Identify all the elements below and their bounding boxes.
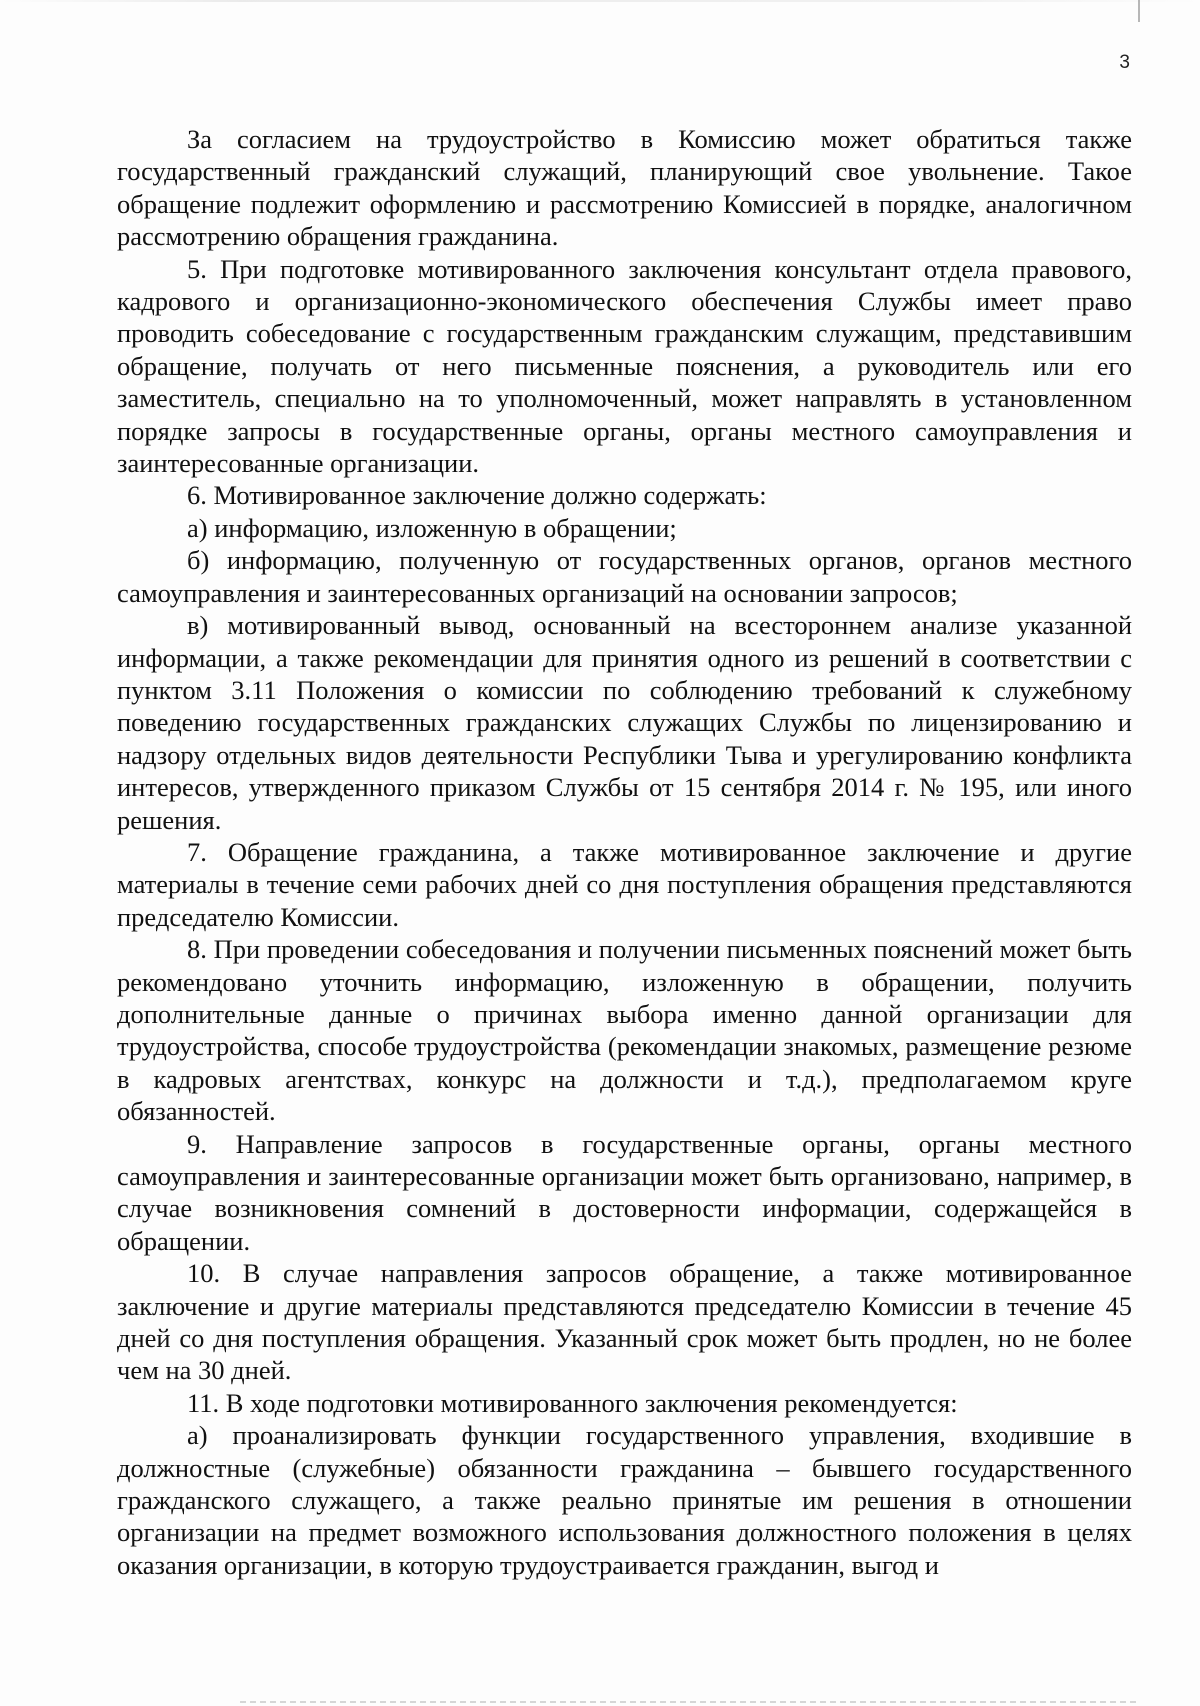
paragraph-consent-civil-servant: За согласием на трудоустройство в Комиссию может обратиться также государственный гражданский служащий, планирующий свое увольнение. Такое обращение подлежит оформлению и рассмотрению Комиссией в порядке, аналогичном рассмотрению обращения гражданина. bbox=[117, 124, 1132, 252]
paragraph-6a: а) информацию, изложенную в обращении; bbox=[187, 512, 677, 543]
document-body bbox=[117, 123, 1132, 1581]
paragraph-7: 7. Обращение гражданина, а также мотивированное заключение и другие материалы в течение семи рабочих дней со дня поступления обращения представляются председателю Комиссии. bbox=[117, 836, 1132, 932]
scan-artifact-mark bbox=[1138, 0, 1140, 22]
paragraph-6b: б) информацию, полученную от государственных органов, органов местного самоуправления и заинтересованных организаций на основании запросов; bbox=[117, 545, 1132, 608]
page-number: 3 bbox=[1119, 52, 1130, 73]
paragraph-9: 9. Направление запросов в государственные органы, органы местного самоуправления и заинтересованные организации может быть организовано, например, в случае возникновения сомнений в достоверности информации, содержащейся в обращении. bbox=[117, 1128, 1132, 1256]
scan-artifact-bottom bbox=[240, 1701, 1140, 1703]
paragraph-11a: а) проанализировать функции государственного управления, входившие в должностные (служебные) обязанности гражданина – бывшего государственного гражданского служащего, а также реально принятые им решения в отношении организации на предмет возможного использования должностного положения в целях оказания организации, в которую трудоустраивается гражданин, выгод и bbox=[117, 1420, 1132, 1580]
paragraph-6v: в) мотивированный вывод, основанный на всестороннем анализе указанной информации, а также рекомендации для принятия одного из решений в соответствии с пунктом 3.11 Положения о комиссии по соблюдению требований к служебному поведению государственных гражданских служащих Службы по лицензированию и надзору отдельных видов деятельности Республики Тыва и урегулированию конфликта интересов, утвержденного приказом Службы от 15 сентября 2014 г. № 195, или иного решения. bbox=[117, 610, 1132, 835]
paragraph-5: 5. При подготовке мотивированного заключения консультант отдела правового, кадрового и организационно-экономического обеспечения Службы имеет право проводить собеседование с государственным гражданским служащим, представившим обращение, получать от него письменные пояснения, а руководитель или его заместитель, специально на то уполномоченный, может направлять в установленном порядке запросы в государственные органы, органы местного самоуправления и заинтересованные организации. bbox=[117, 253, 1132, 479]
paragraph-11: 11. В ходе подготовки мотивированного заключения рекомендуется: bbox=[187, 1387, 958, 1418]
paragraph-6: 6. Мотивированное заключение должно содержать: bbox=[187, 480, 767, 511]
paragraph-8: 8. При проведении собеседования и получении письменных пояснений может быть рекомендовано уточнить информацию, изложенную в обращении, получить дополнительные данные о причинах выбора именно данной организации для трудоустройства, способе трудоустройства (рекомендации знакомых, размещение резюме в кадровых агентствах, конкурс на должности и т.д.), предполагаемом круге обязанностей. bbox=[117, 934, 1132, 1127]
scan-artifact-top bbox=[0, 0, 1200, 2]
paragraph-10: 10. В случае направления запросов обращение, а также мотивированное заключение и другие материалы представляются председателю Комиссии в течение 45 дней со дня поступления обращения. Указанный срок может быть продлен, но не более чем на 30 дней. bbox=[117, 1258, 1132, 1386]
